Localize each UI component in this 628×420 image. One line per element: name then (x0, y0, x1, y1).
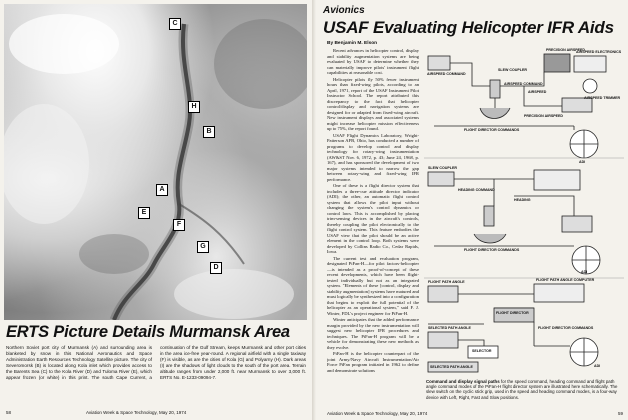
paragraph: Recent advances in helicopter control, display and stability augmentation systems are being evaluated by USAF to determine whether they can materially improve pilots' instrument flight capabilities at reasonable cost. (327, 48, 419, 75)
fig-label: ADI (594, 364, 601, 368)
figure-caption (426, 379, 623, 400)
fig-label: FLIGHT DIRECTOR COMMANDS (464, 248, 520, 252)
paragraph: Helicopter pilots fly 50% fewer instrument hours than fixed-wing pilots, according to an April, 1971, report of the USAF Instrument Pilot Instructor School. The report attributed this discrepancy to the fact that helicopter control/display and navigation systems are designed for or adapted from fixed-wing aircraft. New instrument displays and associated systems might increase helicopter mission effectiveness up to 75%, the report found. (327, 76, 419, 131)
fig-label: SLEW COUPLER (498, 68, 527, 72)
fig-label: AIRSPEED COMMAND (427, 72, 466, 76)
map-label-g: G (197, 241, 209, 253)
fig-label: AIRSPEED TRIMMER (584, 96, 621, 100)
map-label-f: F (173, 219, 185, 231)
fig-label: HEADING (514, 198, 531, 202)
fig-label: FLIGHT DIRECTOR COMMANDS (464, 128, 520, 132)
page-gutter (312, 0, 316, 420)
satellite-image (4, 4, 307, 320)
fig-label: SLEW COUPLER (428, 166, 457, 170)
paragraph: PiFan-H is the helicopter counterpart of the joint Army/Navy Aircraft Instrumentation/Air Force PiFan program initiated in 1962 to define and demonstrate solutions (327, 351, 419, 373)
fig-label: AIRSPEED COMMAND (504, 82, 543, 86)
paragraph: USAF Flight Dynamics Laboratory, Wright-Patterson AFB, Ohio, has conducted a number of programs to develop control and display technology for rotary-wing instrumentation (AW&ST Nov. 6, 1972, p. 43; June 24, 1968, p. 167), and has sponsored the development of two major systems intended to narrow the gap between rotary-wing and fixed-wing IFR performance. (327, 132, 419, 182)
fig-label: HEADING COMMAND (458, 188, 495, 192)
right-page-number: 59 (617, 411, 623, 416)
paragraph: Winter anticipates that the added performance margin provided by the new instrumentation will suggest new helicopter IFR procedures and techniques. The PiFan-H program will be a vehicle for demonstrating these new methods as they evolve. (327, 317, 419, 350)
fig-label: AIRSPEED (528, 90, 547, 94)
map-label-a: A (156, 184, 168, 196)
paragraph: One of these is a flight director system that includes a three-cue attitude director indicator (ADI); the other, an automatic flight control system that allows the pilot input without changing the system's control dynamics or control laws. This is accomplished by placing trim-sensing devices in the aircraft's controls, thereby coupling the pilot electronically to the flight control system. This feature embodies the USAF view that the pilot should be an active element in the control loop. Both systems were developed by Collins Radio Co., Cedar Rapids, Iowa. (327, 183, 419, 254)
right-magazine-line: Aviation Week & Space Technology, May 20, 1974 (327, 411, 428, 416)
map-label-e: E (138, 207, 150, 219)
fig-label: PRECISION AIRSPEED (524, 114, 564, 118)
map-label-d: D (210, 262, 222, 274)
caption-lead: Command and display signal paths (426, 379, 500, 384)
fig-label: SELECTED PATH ANGLE (430, 365, 473, 369)
byline: By Benjamin M. Elson (327, 41, 378, 46)
left-caption: Northern Soviet port city of Murmansk (A) and surrounding area is blanketed by snow in this National Aeronautics and Space Administration Earth Resources Technology Satellite picture. The city of Severomorsk (B) is located along Kola inlet which provides access to the Barents Sea (C) to the Kola River (D) and Tuloma River (E), which appear frozen (or white) in this print. The south Cape Current, a continuation of the Gulf Stream, keeps Murmansk and other port cities in the area ice-free year-round. A regional airfield with a single taxiway (F) is visible, as are the cities of Kola (G) and Polyarny (H). Dark areas (I) are the shadows of light clouds to the south of the port area. Terrain altitude ranges from under 2,000 ft. near Murmansk to over 3,000 ft. ERTS No. E-1233-09094-7. (6, 345, 306, 380)
map-label-c: C (169, 18, 181, 30)
fig-label: SELECTOR (472, 349, 492, 353)
fig-label: FLIGHT DIRECTOR COMMANDS (538, 326, 594, 330)
fig-label: ADI (581, 270, 588, 274)
fig-label: SELECTED PATH ANGLE (428, 326, 471, 330)
fig-label: FLIGHT PATH ANGLE COMPUTER (536, 278, 595, 282)
fig-label: PRECISION AIRSPEED (546, 48, 586, 52)
article-body (327, 48, 419, 410)
terrain-drawing (4, 4, 307, 320)
map-label-b: B (203, 126, 215, 138)
caption-text: for the speed command, heading command and flight path angle command modes of the PiFan-H flight director system are illustrated here schematically. The slew switch on the cyclic stick grip, used in the speed and heading command modes, is a four-way device with Left, Right, Fast and Slow positions. (426, 379, 618, 400)
left-magazine-line: Aviation Week & Space Technology, May 20, 1974 (86, 410, 187, 415)
left-page-number: 58 (6, 410, 12, 415)
fig-label: FLIGHT PATH ANGLE (428, 280, 465, 284)
schematic-figure (424, 46, 624, 377)
fig-label: AIRSPEED ELECTRONICS (576, 50, 622, 54)
section-label: Avionics (323, 5, 365, 16)
fig-label: FLIGHT DIRECTOR (496, 311, 529, 315)
left-headline: ERTS Picture Details Murmansk Area (6, 323, 290, 341)
paragraph: The current test and evaluation program, designated PiFan-H—for pilot factors-helicopter—is intended as a proof-of-concept of these recent developments, which have been flight-tested individually but not as an integrated system. "Elements of these [control, display and stability augmentation] systems have matured and must logically be synthesized into a configuration that begins to exploit the full potential of the helicopter as an operational system," said F. J. Winter, FDL's project engineer for PiFan-H. (327, 255, 419, 316)
fig-label: ADI (579, 160, 586, 164)
map-label-h: H (188, 101, 200, 113)
right-headline: USAF Evaluating Helicopter IFR Aids (323, 18, 614, 37)
